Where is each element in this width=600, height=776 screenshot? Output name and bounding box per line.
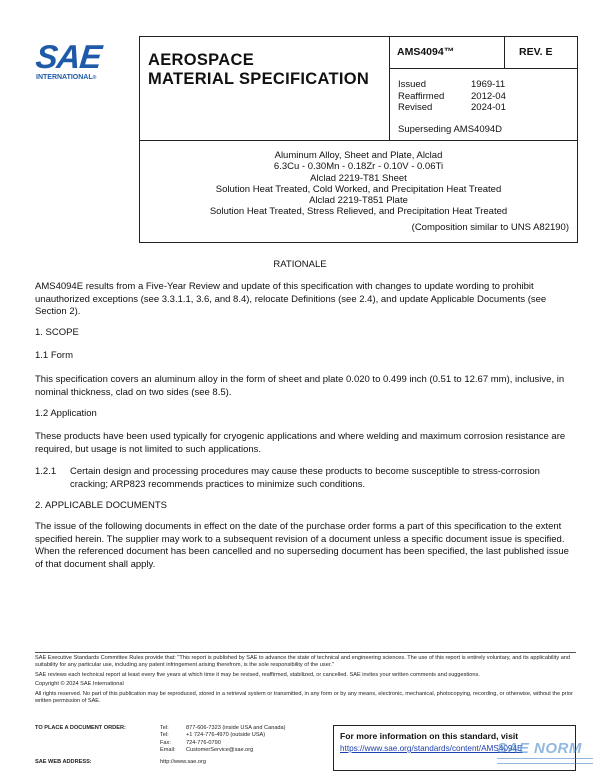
revised-label: Revised — [398, 102, 433, 113]
contact-value: +1 724-776-4970 (outside USA) — [186, 732, 266, 739]
section-1-2-1-number: 1.2.1 — [35, 466, 57, 477]
footer-divider — [35, 652, 576, 653]
title-line-1: AEROSPACE — [148, 51, 254, 69]
contact-value: 877-606-7323 (inside USA and Canada) — [186, 725, 286, 731]
contact-label: Email: — [160, 747, 176, 754]
section-2-heading: 2. APPLICABLE DOCUMENTS — [35, 500, 167, 511]
subject-line: Solution Heat Treated, Cold Worked, and Precipitation Heat Treated — [215, 183, 502, 195]
sae-logo-subtitle: INTERNATIONAL® — [36, 74, 97, 81]
subject-box — [139, 139, 578, 243]
rationale-heading: RATIONALE — [273, 259, 327, 270]
rationale-text: AMS4094E results from a Five-Year Review and update of this specification with changes to update wording to prohibit unauthorized exceptions (see 3.3.1.1, 3.6, and 8.4), relocate Definitions (see 2.4), and update Applicable Documents (see Section 2). — [35, 281, 547, 318]
section-1-2-heading: 1.2 Application — [35, 408, 97, 419]
section-1-heading: 1. SCOPE — [35, 327, 79, 338]
reaffirmed-label: Reaffirmed — [398, 90, 445, 102]
watermark-underline — [497, 758, 593, 764]
watermark — [497, 740, 597, 774]
revision-box — [504, 36, 577, 69]
subject-line: Alclad 2219-T851 Plate — [309, 195, 408, 207]
contact-label: Tel: — [160, 732, 169, 739]
subject-line: 6.3Cu - 0.30Mn - 0.18Zr - 0.10V - 0.06Ti — [273, 161, 444, 173]
section-1-1-heading: 1.1 Form — [35, 350, 74, 361]
footer-review: SAE reviews each technical report at least every five years at which time it may be revised, reaffirmed, stabilized, or cancelled. SAE invites your written comments and suggestions. — [35, 671, 480, 678]
subject-line: Solution Heat Treated, Stress Relieved, and Precipitation Heat Treated — [209, 206, 508, 218]
title-line-2: MATERIAL SPECIFICATION — [148, 70, 370, 88]
sae-logo — [36, 40, 126, 86]
subject-title — [140, 150, 577, 218]
footer-copyright: Copyright © 2024 SAE International — [35, 681, 124, 688]
footer-rights: All rights reserved. No part of this publication may be reproduced, stored in a retrieval system or transmitted, in any form or by any means, electronic, mechanical, photocopying, recording, or otherwise, without the prior written permission of SAE. — [35, 690, 573, 705]
section-2-text: The issue of the following documents in effect on the date of the purchase order forms a part of this specification to the extent specified herein. The supplier may work to a subsequent revision of a document unless a specific document issue is specified. When the referenced document has been cancelled and no superseding document has been specified, the last published issue of that document shall apply. — [35, 521, 569, 570]
standard-link[interactable]: https://www.sae.org/standards/content/AMS4094E — [340, 744, 523, 753]
web-address-link[interactable]: http://www.sae.org — [160, 759, 207, 765]
revised-date: 2024-01 — [471, 102, 506, 113]
contact-label: Fax: — [160, 739, 171, 746]
doc-number-box — [389, 36, 505, 69]
composition-note: (Composition similar to UNS A82190) — [411, 222, 569, 233]
date-table — [398, 79, 506, 114]
contact-list — [160, 725, 330, 755]
subject-line: Aluminum Alloy, Sheet and Plate, Alclad — [274, 150, 443, 161]
superseding-note: Superseding AMS4094D — [398, 124, 503, 135]
issued-label: Issued — [398, 79, 426, 90]
reaffirmed-date: 2012-04 — [471, 90, 506, 102]
sae-logo-mark: SAE — [34, 38, 103, 75]
order-label: TO PLACE A DOCUMENT ORDER: — [35, 725, 126, 731]
title-box — [139, 36, 390, 141]
revision-label: REV. E — [519, 46, 553, 58]
info-title: For more information on this standard, visit — [340, 731, 519, 741]
footer-rules: SAE Executive Standards Committee Rules provide that: "This report is published by SAE to advance the state of technical and engineering sciences. The use of this report is entirely voluntary, and its applicability and suitability for any particular use, including any patent infringement arising therefrom, is the sole responsibility of the user." — [35, 655, 571, 669]
web-label: SAE WEB ADDRESS: — [35, 759, 92, 765]
issued-date: 1969-11 — [471, 79, 506, 90]
section-1-2-text: These products have been used typically for cryogenic applications and where welding and maximum corrosion resistance are required, but usage is not limited to such applications. — [35, 431, 566, 455]
contact-value: 724-776-0790 — [186, 739, 221, 746]
subject-line: Alclad 2219-T81 Sheet — [310, 172, 407, 184]
section-1-2-1-text: Certain design and processing procedures may cause these products to become susceptible to stress-corrosion cracking; ARP823 recommends practices to minimize such conditions. — [70, 466, 540, 490]
doc-number: AMS4094™ — [397, 46, 455, 58]
footer-legal — [35, 655, 575, 705]
watermark-text: SAE NORM — [497, 740, 582, 757]
email-link[interactable]: CustomerService@sae.org — [186, 747, 254, 754]
contact-label: Tel: — [160, 725, 169, 731]
section-1-1-text: This specification covers an aluminum alloy in the form of sheet and plate 0.020 to 0.499 inch (0.51 to 12.67 mm), inclusive, in nominal thickness, clad on two sides (see 8.5). — [35, 374, 565, 398]
